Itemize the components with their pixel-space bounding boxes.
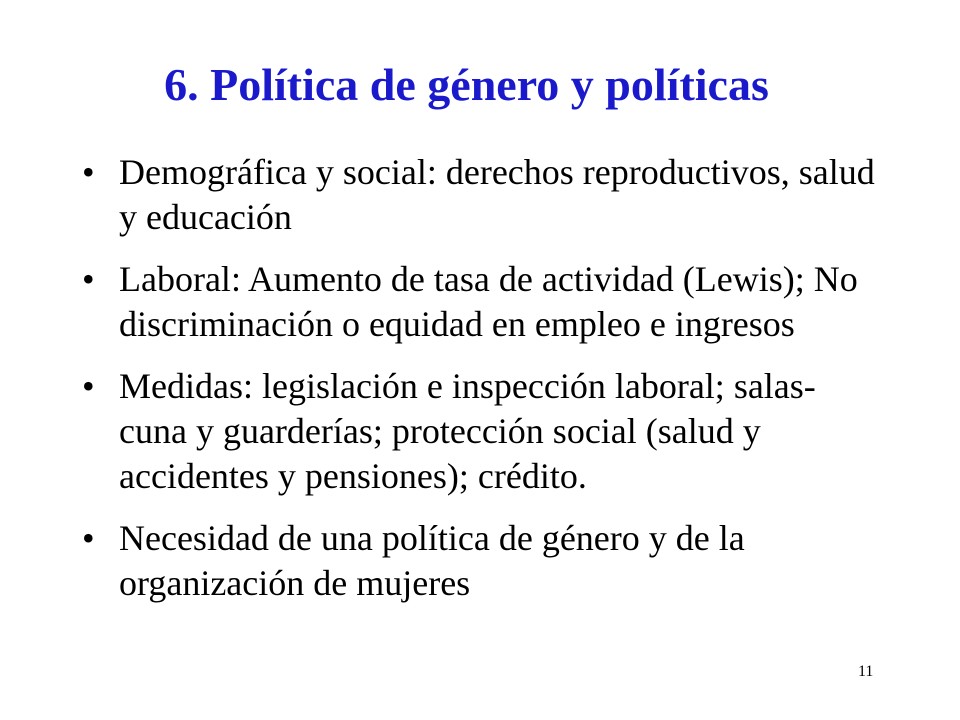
bullet-point-icon: • (82, 259, 95, 299)
bullet-item (82, 364, 882, 499)
bullet-text: Necesidad de una política de género y de la organización de mujeres (119, 518, 745, 603)
bullet-item (82, 516, 882, 606)
bullet-point-icon: • (82, 366, 95, 406)
bullet-point-icon: • (82, 152, 95, 192)
slide-title: 6. Política de género y políticas (164, 59, 769, 110)
page-number: 11 (858, 663, 874, 680)
bullet-text: Medidas: legislación e inspección laboral; salas-cuna y guarderías; protección social (salud y accidentes y pensiones); crédito. (119, 366, 816, 496)
bullet-text: Demográfica y social: derechos reproductivos, salud y educación (119, 152, 875, 237)
bullet-text: Laboral: Aumento de tasa de actividad (Lewis); No discriminación o equidad en empleo e ingresos (119, 259, 858, 344)
bullet-item (82, 150, 882, 240)
bullet-point-icon: • (82, 518, 95, 558)
bullet-item (82, 257, 882, 347)
bullet-list (82, 150, 882, 623)
